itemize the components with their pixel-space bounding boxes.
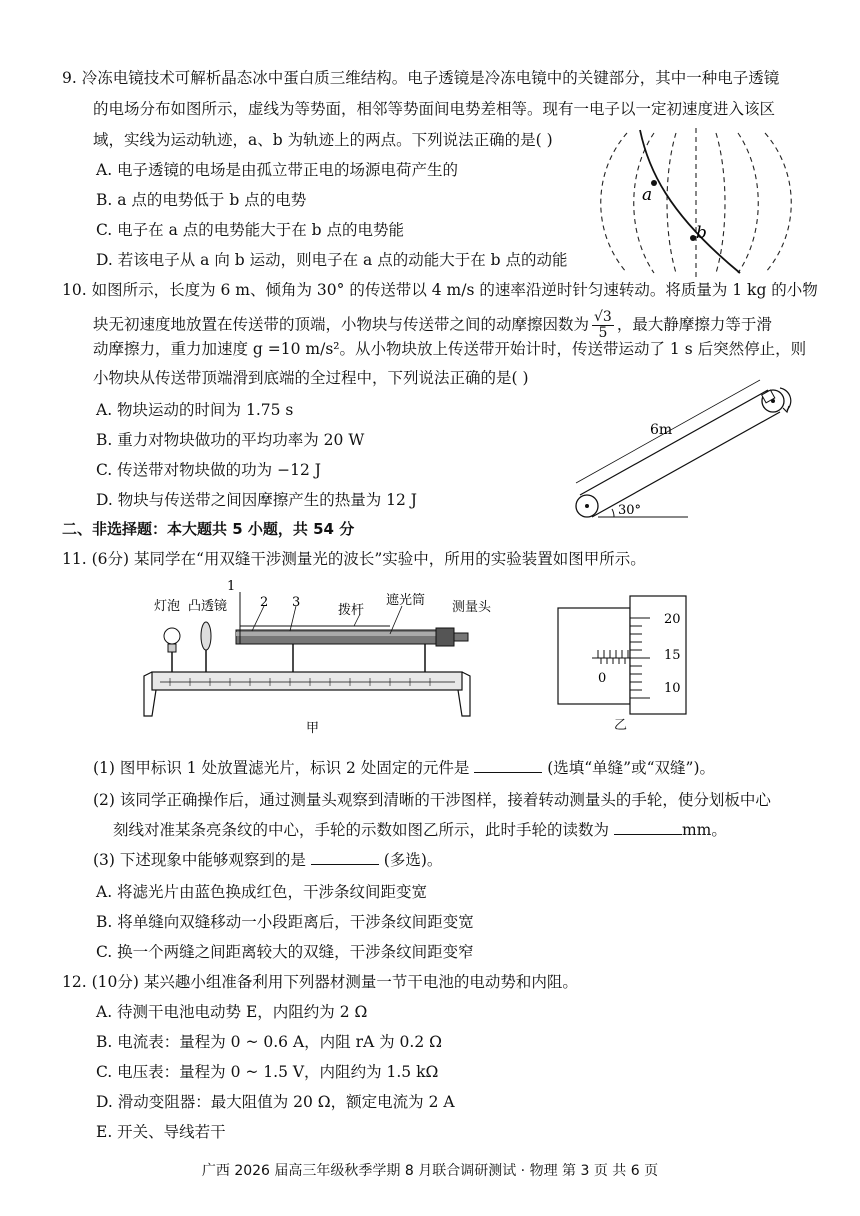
label-jia: 甲	[306, 721, 320, 736]
friction-coefficient-fraction	[592, 310, 614, 341]
tick-15: 15	[664, 648, 681, 663]
q12-stem: 12. (10分) 某兴趣小组准备利用下列器材测量一节干电池的电动势和内阻。	[62, 973, 578, 991]
q9-stem-line2: 的电场分布如图所示，虚线为等势面，相邻等势面间电势差相等。现有一电子以一定初速度进入该区	[93, 100, 776, 118]
answer-blank-3[interactable]	[311, 850, 379, 865]
q11-part3-text: (3) 下述现象中能够观察到的是	[93, 851, 306, 869]
q12-option-e: E. 开关、导线若干	[96, 1123, 226, 1141]
label-2: 2	[260, 595, 269, 610]
label-tube: 遮光筒	[386, 593, 426, 608]
q10-stem-line2-a: 块无初速度地放置在传送带的顶端，小物块与传送带之间的动摩擦因数为	[93, 315, 590, 334]
label-bulb: 灯泡	[154, 599, 181, 614]
q12-option-a: A. 待测干电池电动势 E，内阻约为 2 Ω	[96, 1003, 368, 1021]
q11-part3-hint: (多选)。	[383, 851, 443, 869]
label-measuring-head: 测量头	[452, 600, 492, 615]
q10-stem-line4: 小物块从传送带顶端滑到底端的全过程中，下列说法正确的是( )	[93, 369, 529, 387]
q9-stem-line3: 域，实线为运动轨迹，a、b 为轨迹上的两点。下列说法正确的是( )	[93, 131, 553, 149]
q10-option-b: B. 重力对物块做功的平均功率为 20 W	[96, 431, 365, 449]
q9-option-b: B. a 点的电势低于 b 点的电势	[96, 191, 307, 209]
belt-length-label: 6m	[650, 422, 673, 438]
electron-lens-figure	[592, 128, 802, 278]
fraction-numerator: √3	[594, 309, 612, 325]
interference-apparatus-figure	[140, 576, 475, 736]
q10-option-c: C. 传送带对物块做的功为 −12 J	[96, 461, 321, 479]
q11-option-c: C. 换一个两缝之间距离较大的双缝，干涉条纹间距变窄	[96, 943, 474, 961]
q9-option-c: C. 电子在 a 点的电势能大于在 b 点的电势能	[96, 221, 405, 239]
answer-blank-2[interactable]	[614, 820, 682, 835]
q11-part3	[93, 850, 442, 870]
conveyor-belt-figure	[568, 378, 808, 528]
tick-0: 0	[598, 671, 607, 686]
q11-option-a: A. 将滤光片由蓝色换成红色，干涉条纹间距变宽	[96, 883, 428, 901]
q11-part2-line2	[113, 820, 727, 840]
label-yi: 乙	[614, 718, 628, 733]
point-b-label: b	[696, 223, 707, 243]
belt-angle-label: 30°	[618, 503, 642, 518]
q10-stem-line3: 动摩擦力，重力加速度 g =10 m/s²。从小物块放上传送带开始计时，传送带运动了 1 s 后突然停止，则	[93, 340, 807, 358]
q10-option-d: D. 物块与传送带之间因摩擦产生的热量为 12 J	[96, 491, 418, 509]
q11-option-b: B. 将单缝向双缝移动一小段距离后，干涉条纹间距变宽	[96, 913, 474, 931]
q10-stem-line2-b: ，最大静摩擦力等于滑	[616, 315, 772, 334]
q11-stem: 11. (6分) 某同学在“用双缝干涉测量光的波长”实验中，所用的实验装置如图甲所示。	[62, 550, 646, 568]
section-heading: 二、非选择题：本大题共 5 小题，共 54 分	[62, 520, 355, 538]
q11-part2-text: 刻线对准某条亮条纹的中心，手轮的示数如图乙所示，此时手轮的读数为	[113, 821, 610, 839]
q11-part1	[93, 758, 715, 778]
q11-part1-hint: (选填“单缝”或“双缝”)。	[547, 759, 715, 777]
q10-option-a: A. 物块运动的时间为 1.75 s	[96, 401, 294, 419]
label-1: 1	[227, 579, 236, 594]
tick-20: 20	[664, 612, 681, 627]
q12-option-c: C. 电压表：量程为 0 ~ 1.5 V，内阻约为 1.5 kΩ	[96, 1063, 439, 1081]
q12-option-d: D. 滑动变阻器：最大阻值为 20 Ω，额定电流为 2 A	[96, 1093, 455, 1111]
q9-option-a: A. 电子透镜的电场是由孤立带正电的场源电荷产生的	[96, 161, 459, 179]
q11-part2-unit: mm。	[681, 821, 727, 839]
tick-10: 10	[664, 681, 681, 696]
label-3: 3	[292, 595, 301, 610]
fraction-denominator: 5	[598, 325, 608, 341]
point-a-label: a	[642, 185, 653, 205]
q10-stem-line1: 10. 如图所示，长度为 6 m、倾角为 30° 的传送带以 4 m/s 的速率沿逆时针匀速转动。将质量为 1 kg 的小物	[62, 281, 818, 299]
q9-option-d: D. 若该电子从 a 向 b 运动，则电子在 a 点的动能大于在 b 点的动能	[96, 251, 568, 269]
q11-part2-line1: (2) 该同学正确操作后，通过测量头观察到清晰的干涉图样，接着转动测量头的手轮，使分划板中心	[93, 791, 771, 809]
micrometer-reading-figure	[556, 594, 716, 724]
answer-blank-1[interactable]	[474, 758, 542, 773]
q10-stem-line2	[93, 310, 772, 341]
page-footer: 广西 2026 届高三年级秋季学期 8 月联合调研测试 · 物理 第 3 页 共 6 页	[201, 1163, 659, 1179]
label-lens: 凸透镜	[188, 599, 228, 614]
label-lever: 拨杆	[338, 603, 365, 618]
q11-part1-text: (1) 图甲标识 1 处放置滤光片，标识 2 处固定的元件是	[93, 759, 470, 777]
q9-stem-line1: 9. 冷冻电镜技术可解析晶态冰中蛋白质三维结构。电子透镜是冷冻电镜中的关键部分，其中一种电子透镜	[62, 69, 780, 87]
q12-option-b: B. 电流表：量程为 0 ~ 0.6 A，内阻 rA 为 0.2 Ω	[96, 1033, 442, 1051]
